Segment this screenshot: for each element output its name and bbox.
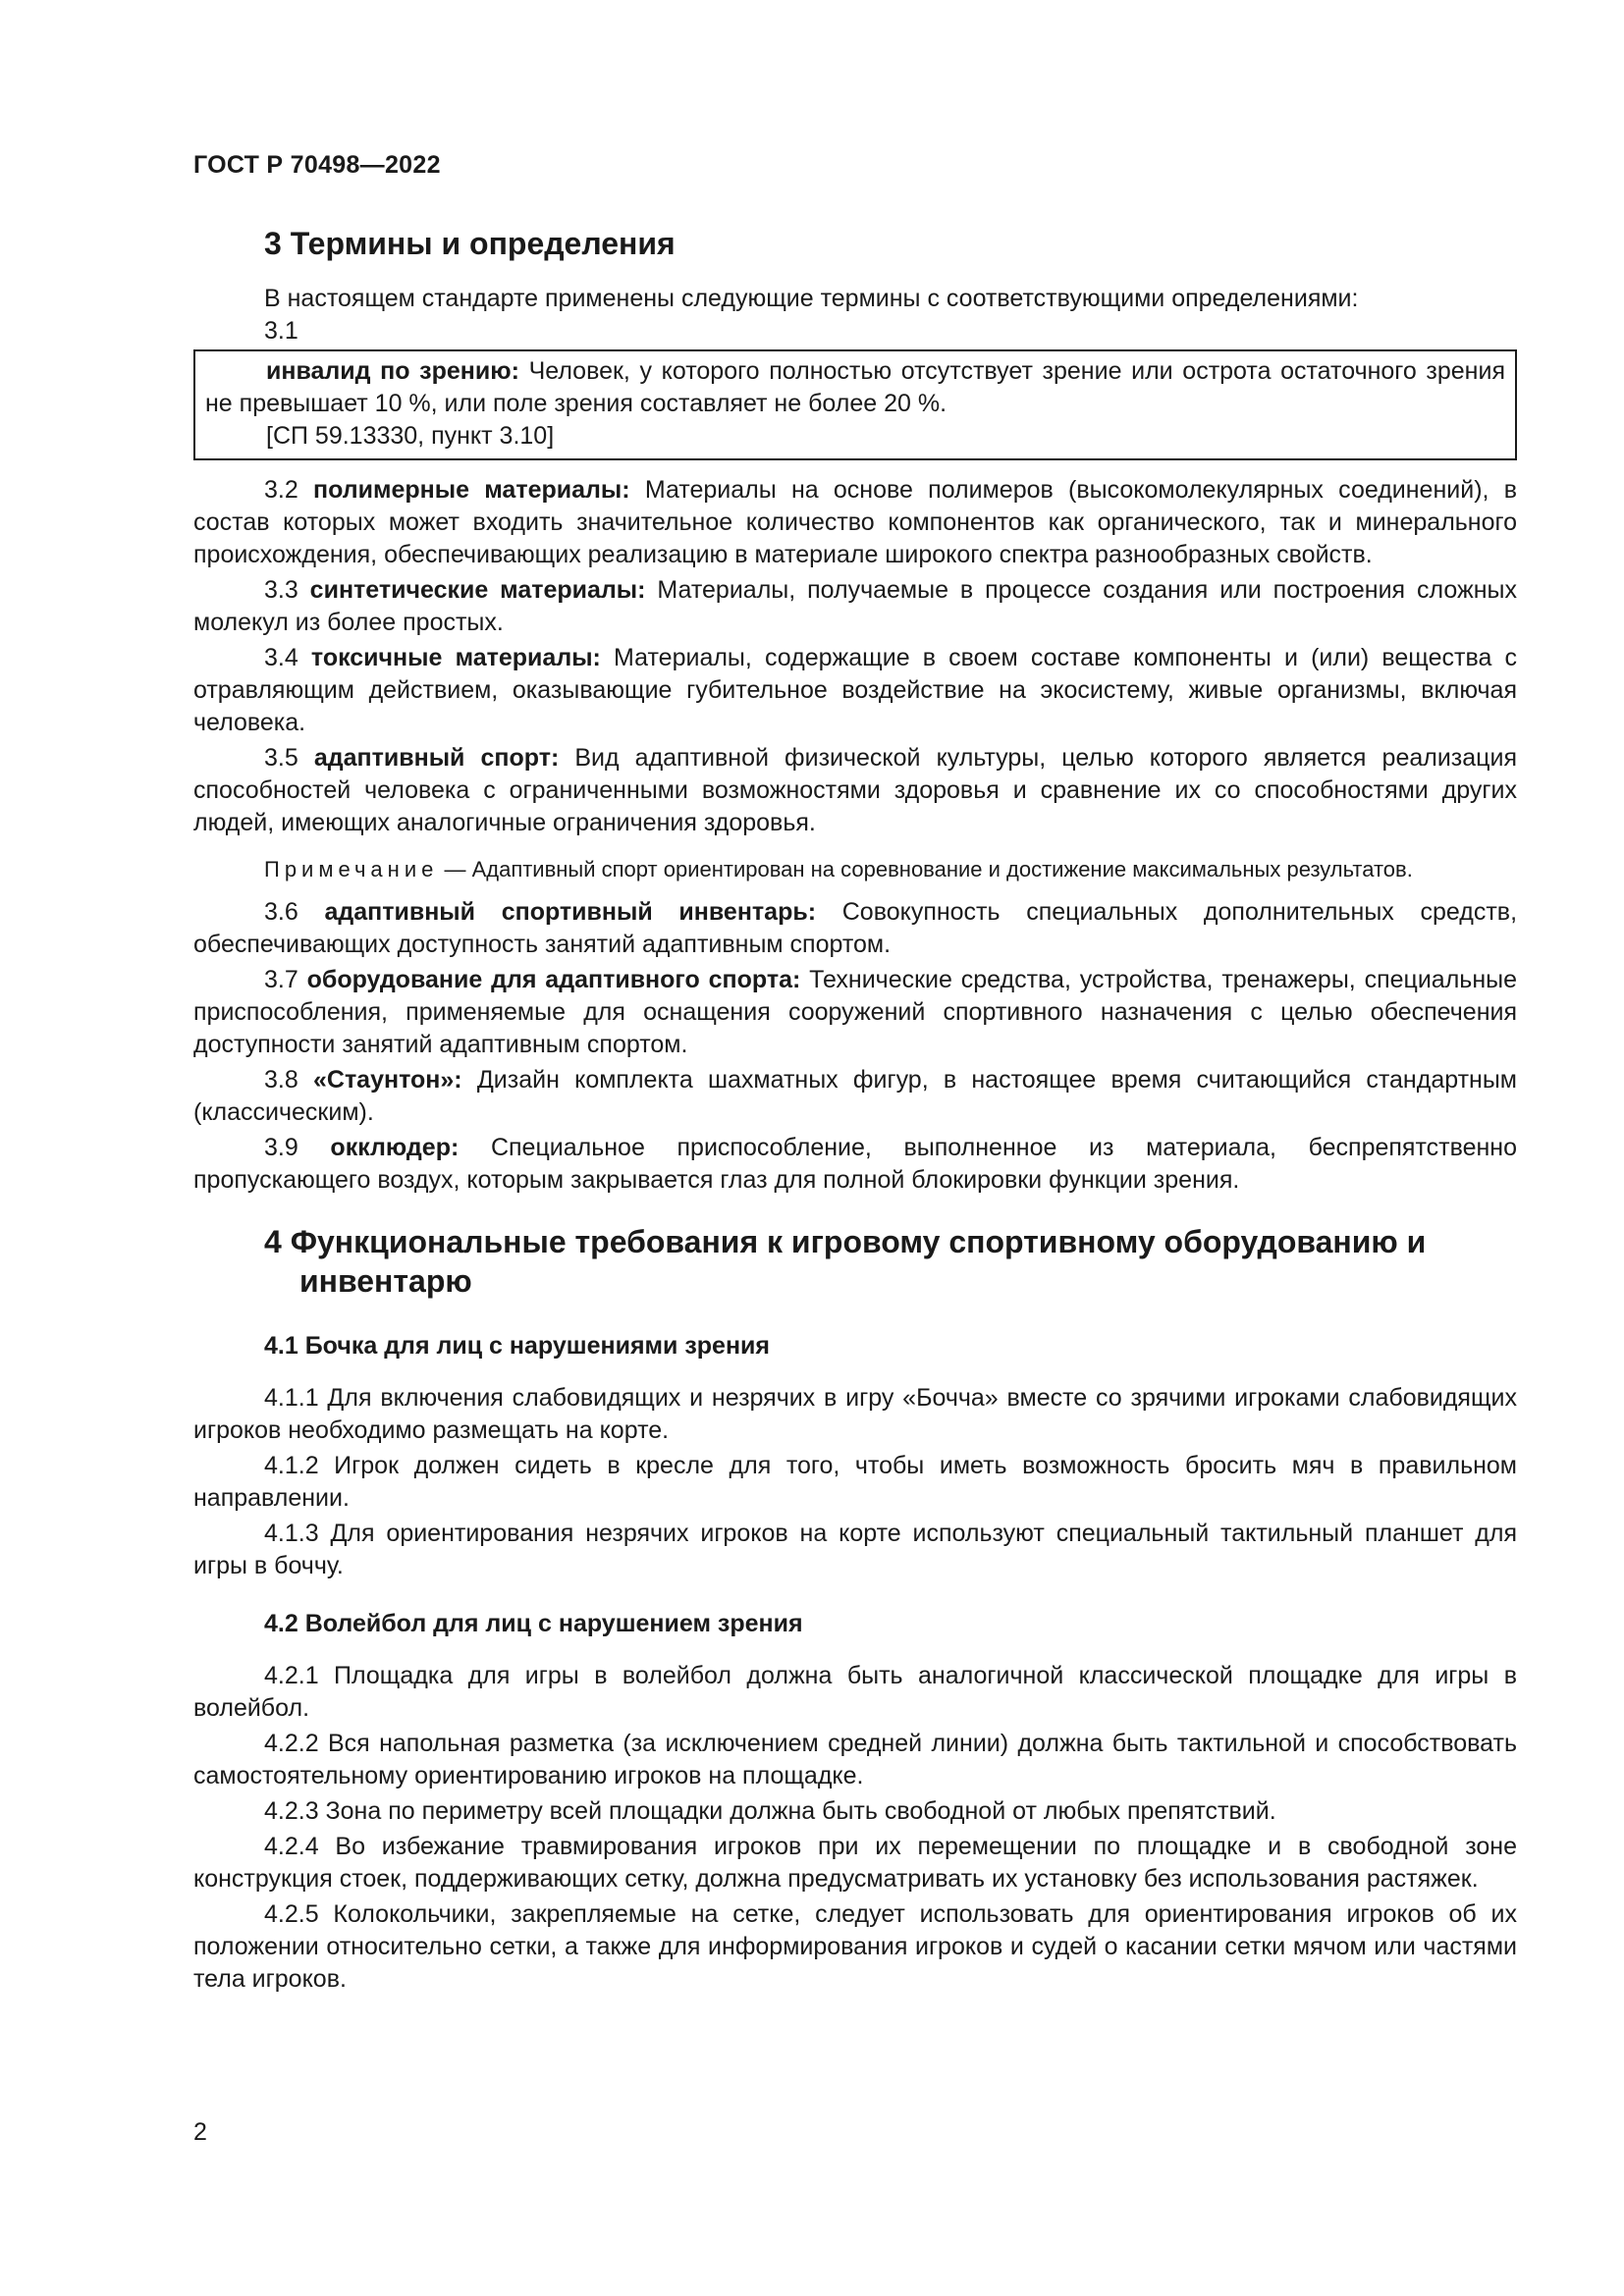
document-code-header: ГОСТ Р 70498—2022 <box>193 151 441 179</box>
term-definition: Материалы, содержащие в своем составе компоненты и (или) вещества с отравляющим действием, оказывающие губительное воздействие на экосистему, живые организмы, включая человека. <box>193 644 1517 736</box>
term-name: синтетические материалы: <box>309 576 646 604</box>
term-3-1-definition: Человек, у которого полностью отсутствует зрение или острота остаточного зрения не превышает 10 %, или поле зрения составляет не более 20 %. <box>205 357 1505 417</box>
term-3-5 <box>193 742 1517 839</box>
note-3-5 <box>193 855 1517 884</box>
subsection-4-1-title: 4.1 Бочка для лиц с нарушениями зрения <box>264 1332 771 1360</box>
term-3-7 <box>193 964 1517 1061</box>
term-number: 3.5 <box>264 744 314 772</box>
term-name: токсичные материалы: <box>310 644 601 671</box>
term-number: 3.9 <box>264 1134 331 1161</box>
note-label: Примечание <box>264 857 439 881</box>
term-3-1 <box>205 355 1505 420</box>
term-3-6 <box>193 896 1517 961</box>
term-3-2 <box>193 474 1517 571</box>
clause-4-2-3: 4.2.3 Зона по периметру всей площадки должна быть свободной от любых препятствий. <box>264 1797 1276 1825</box>
term-3-4 <box>193 642 1517 739</box>
section-4-title: 4 Функциональные требования к игровому спортивному оборудованию и инвентарю <box>264 1224 1427 1299</box>
term-definition: Технические средства, устройства, тренажеры, специальные приспособления, применяемые для оснащения сооружений спортивного назначения с целью обеспечения доступности занятий адаптивным спортом. <box>193 966 1518 1058</box>
term-3-1-source: [СП 59.13330, пункт 3.10] <box>266 422 555 450</box>
section-3-intro: В настоящем стандарте применены следующие термины с соответствующими определениями: <box>264 285 1359 312</box>
note-text: — Адаптивный спорт ориентирован на соревнование и достижение максимальных результатов. <box>438 857 1413 881</box>
term-3-8 <box>193 1064 1517 1129</box>
page-number: 2 <box>193 2118 207 2146</box>
term-definition: Материалы на основе полимеров (высокомолекулярных соединений), в состав которых может входить значительное количество компонентов как органического, так и минерального происхождения, обеспечивающих реализацию в материале широкого спектра разнообразных свойств. <box>193 476 1517 568</box>
term-name: полимерные материалы: <box>313 476 630 504</box>
term-definition: Вид адаптивной физической культуры, целью которого является реализация способностей человека с ограниченными возможностями здоровья и сравнение их со способностями других людей, имеющих аналогичные ограничения здоровья. <box>193 744 1517 836</box>
subsection-4-2-title: 4.2 Волейбол для лиц с нарушением зрения <box>264 1610 803 1637</box>
term-number: 3.8 <box>264 1066 313 1094</box>
term-name: адаптивный спортивный инвентарь: <box>324 898 817 926</box>
term-3-1-number: 3.1 <box>264 317 298 345</box>
clause-4-1-3: 4.1.3 Для ориентирования незрячих игроков на корте используют специальный тактильный планшет для игры в боччу. <box>193 1520 1517 1579</box>
term-number: 3.4 <box>264 644 311 671</box>
term-3-1-box <box>193 349 1517 460</box>
term-3-9 <box>193 1132 1517 1197</box>
term-name: «Стаунтон»: <box>312 1066 462 1094</box>
term-name: оборудование для адаптивного спорта: <box>306 966 801 993</box>
clause-4-2-1: 4.2.1 Площадка для игры в волейбол должна быть аналогичной классической площадке для игры в волейбол. <box>193 1662 1517 1722</box>
clause-4-1-2: 4.1.2 Игрок должен сидеть в кресле для того, чтобы иметь возможность бросить мяч в правильном направлении. <box>193 1452 1517 1512</box>
term-definition: Материалы, получаемые в процессе создания или построения сложных молекул из более простых. <box>193 576 1517 636</box>
term-name: окклюдер: <box>330 1134 460 1161</box>
clause-4-2-5: 4.2.5 Колокольчики, закрепляемые на сетке, следует использовать для ориентирования игроков об их положении относительно сетки, а также для информирования игроков и судей о касании сетки мячом или частями тела игроков. <box>193 1900 1517 1993</box>
term-definition: Специальное приспособление, выполненное из материала, беспрепятственно пропускающего воздух, которым закрывается глаз для полной блокировки функции зрения. <box>193 1134 1518 1194</box>
term-number: 3.7 <box>264 966 307 993</box>
term-number: 3.3 <box>264 576 310 604</box>
clause-4-2-4: 4.2.4 Во избежание травмирования игроков при их перемещении по площадке и в свободной зоне конструкция стоек, поддерживающих сетку, должна предусматривать их установку без использования растяжек. <box>193 1833 1517 1893</box>
term-3-1-name: инвалид по зрению: <box>266 357 519 385</box>
clause-4-2-2: 4.2.2 Вся напольная разметка (за исключением средней линии) должна быть тактильной и способствовать самостоятельному ориентированию игроков на площадке. <box>193 1730 1517 1789</box>
clause-4-1-1: 4.1.1 Для включения слабовидящих и незрячих в игру «Бочча» вместе со зрячими игроками слабовидящих игроков необходимо размещать на корте. <box>193 1384 1517 1444</box>
term-definition: Дизайн комплекта шахматных фигур, в настоящее время считающийся стандартным (классическим). <box>193 1066 1517 1126</box>
section-3-title: 3 Термины и определения <box>264 226 676 261</box>
term-definition: Совокупность специальных дополнительных средств, обеспечивающих доступность занятий адаптивным спортом. <box>193 898 1518 958</box>
page-content <box>193 224 1517 1996</box>
term-number: 3.6 <box>264 898 325 926</box>
term-number: 3.2 <box>264 476 313 504</box>
term-name: адаптивный спорт: <box>313 744 560 772</box>
term-3-3 <box>193 574 1517 639</box>
